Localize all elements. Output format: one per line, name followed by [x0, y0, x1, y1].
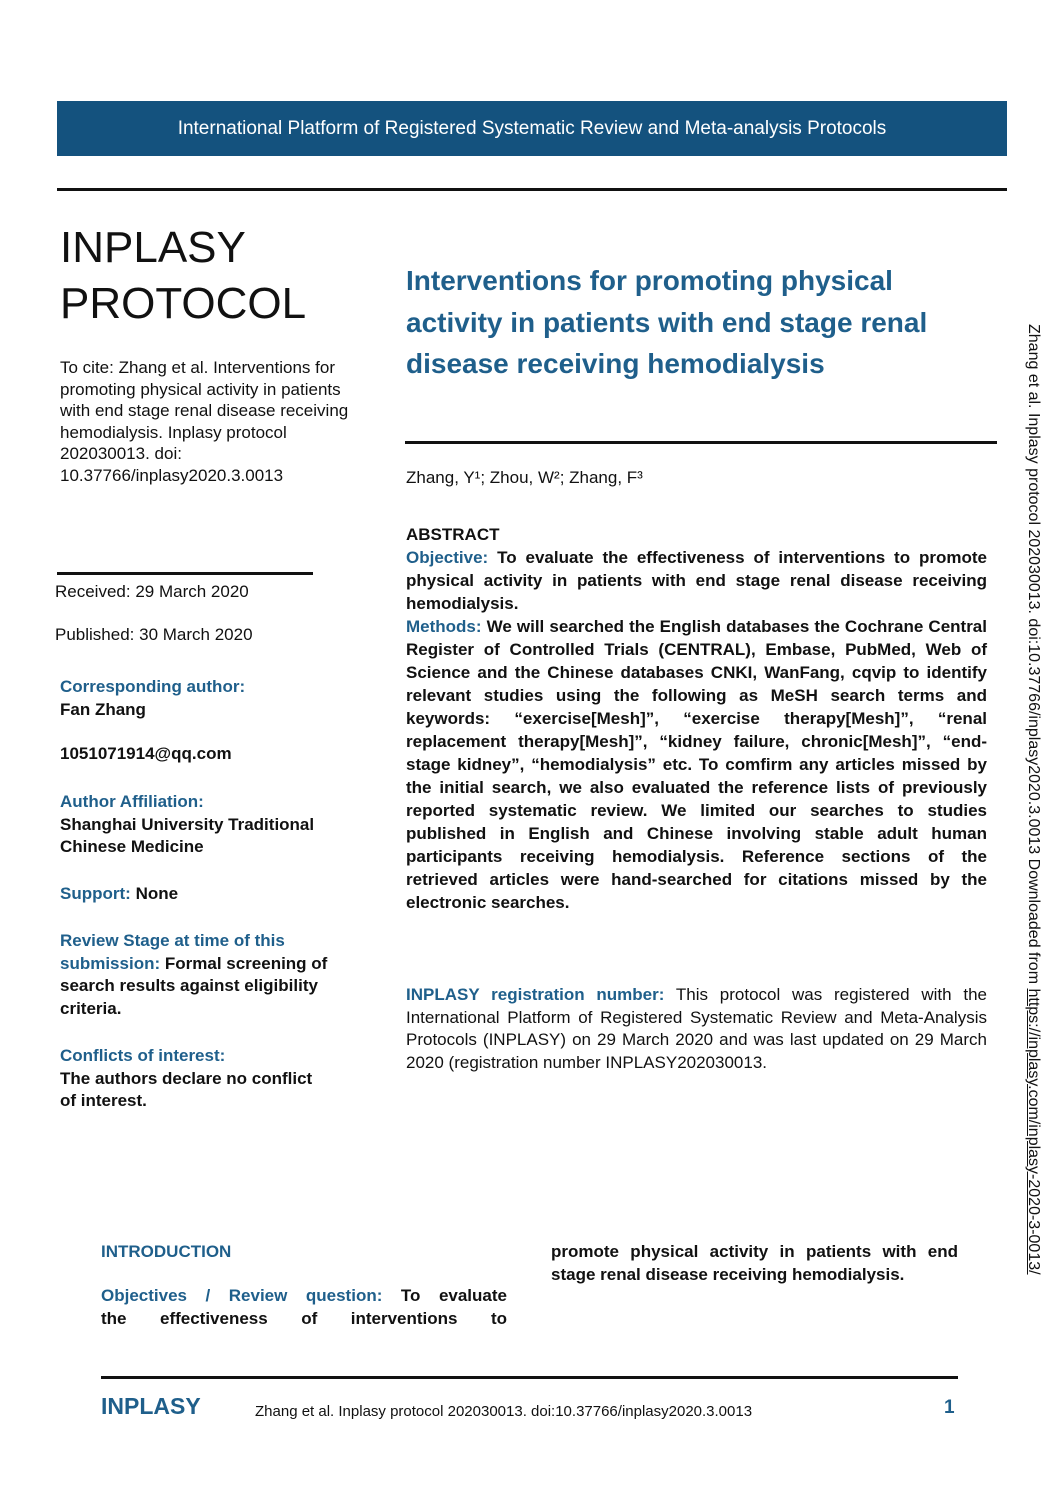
affiliation-value: Shanghai University Traditional Chinese Medicine [60, 814, 315, 856]
review-stage-label: Review Stage at time of this submission: [60, 931, 285, 973]
registration-text: This protocol was registered with the International Platform of Registered Systematic Review and Meta-Analysis Protocols (INPLASY) on 29 March 2020 and was last updated on 29 March 2020 (registration number INPLASY202030013. [406, 985, 987, 1072]
received-date: Received: 29 March 2020 [55, 582, 249, 601]
footer-brand: INPLASY [101, 1393, 201, 1419]
left-divider [57, 572, 313, 575]
footer-citation: Zhang et al. Inplasy protocol 202030013. doi:10.37766/inplasy2020.3.0013 [255, 1403, 753, 1420]
support-label: Support: [60, 884, 131, 903]
abstract-methods [406, 615, 987, 914]
objective-label: Objective: [406, 548, 489, 567]
introduction-heading: INTRODUCTION [101, 1242, 232, 1261]
objectives-line-1 [101, 1284, 507, 1307]
corresponding-author-name: Fan Zhang [60, 699, 146, 719]
conflicts-label: Conflicts of interest: [60, 1046, 226, 1065]
review-stage [60, 930, 350, 1020]
document-type-line-1: INPLASY [60, 223, 246, 272]
abstract-objective [406, 546, 987, 615]
download-link[interactable]: https://inplasy.com/inplasy-2020-3-0013/ [1025, 988, 1042, 1275]
review-stage-value: Formal screening of search results against eligibility criteria. [60, 953, 328, 1018]
methods-text: We will searched the English databases the Cochrane Central Register of Controlled Trials (CENTRAL), Embase, PubMed, Web of Science and the Chinese databases CNKI, WanFang, cqvip to identify relevant studies using the following as MeSH search terms and keywords: “exercise[Mesh]”, “exercise therapy[Mesh]”, “renal replacement therapy[Mesh]”, “kidney failure, chronic[Mesh]”, “end-stage kidney”, “hemodialysis” etc. To comfirm any articles missed by the initial search, we also evaluated the reference lists of previously reported systematic review. We limited our searches to studies published in English and Chinese involving stable adult human participants receiving hemodialysis. Reference sections of the retrieved articles were hand-searched for citations missed by the electronic searches. [406, 617, 987, 912]
introduction-left-column [101, 1240, 507, 1330]
conflicts-of-interest [60, 1045, 320, 1113]
article-title: Interventions for promoting physical activity in patients with end stage renal disease receiving hemodialysis [406, 265, 928, 379]
support [60, 883, 360, 906]
objective-text: To evaluate the effectiveness of interventions to promote physical activity in patients with end stage renal disease receiving hemodialysis. [406, 548, 987, 613]
registration-note [406, 984, 987, 1074]
registration-label: INPLASY registration number: [406, 985, 665, 1004]
document-type-line-2: PROTOCOL [60, 279, 307, 328]
corresponding-author [60, 676, 360, 766]
page-number: 1 [944, 1397, 955, 1418]
published-date: Published: 30 March 2020 [55, 625, 253, 644]
affiliation-label: Author Affiliation: [60, 792, 204, 811]
download-note-text: Zhang et al. Inplasy protocol 202030013. doi:10.37766/inplasy2020.3.0013 Downloaded from [1025, 324, 1042, 989]
objectives-label: Objectives / Review question: [101, 1286, 383, 1305]
journal-banner: International Platform of Registered Systematic Review and Meta-analysis Protocols [57, 101, 1007, 156]
corresponding-author-label: Corresponding author: [60, 677, 246, 696]
conflicts-value: The authors declare no conflict of interest. [60, 1068, 313, 1110]
support-value: None [135, 884, 179, 903]
methods-label: Methods: [406, 617, 482, 636]
abstract [406, 523, 987, 914]
download-note [1024, 324, 1042, 1275]
objectives-text-start: To evaluate [400, 1286, 507, 1305]
introduction-right-column: promote physical activity in patients with end stage renal disease receiving hemodialysis. [551, 1242, 958, 1284]
author-affiliation [60, 791, 360, 859]
citation-block: To cite: Zhang et al. Interventions for promoting physical activity in patients with end stage renal disease receiving hemodialysis. Inplasy protocol 202030013. doi: 10.37766/inplasy2020.3.0013 [60, 358, 349, 485]
corresponding-author-email[interactable]: 1051071914@qq.com [60, 744, 232, 763]
abstract-heading: ABSTRACT [406, 525, 500, 544]
objectives-line-2: the effectiveness of interventions to [101, 1309, 507, 1328]
author-list: Zhang, Y¹; Zhou, W²; Zhang, F³ [406, 468, 643, 487]
footer-divider [101, 1376, 958, 1379]
top-divider [57, 188, 1007, 191]
title-divider [405, 441, 997, 444]
document-type [60, 220, 306, 332]
